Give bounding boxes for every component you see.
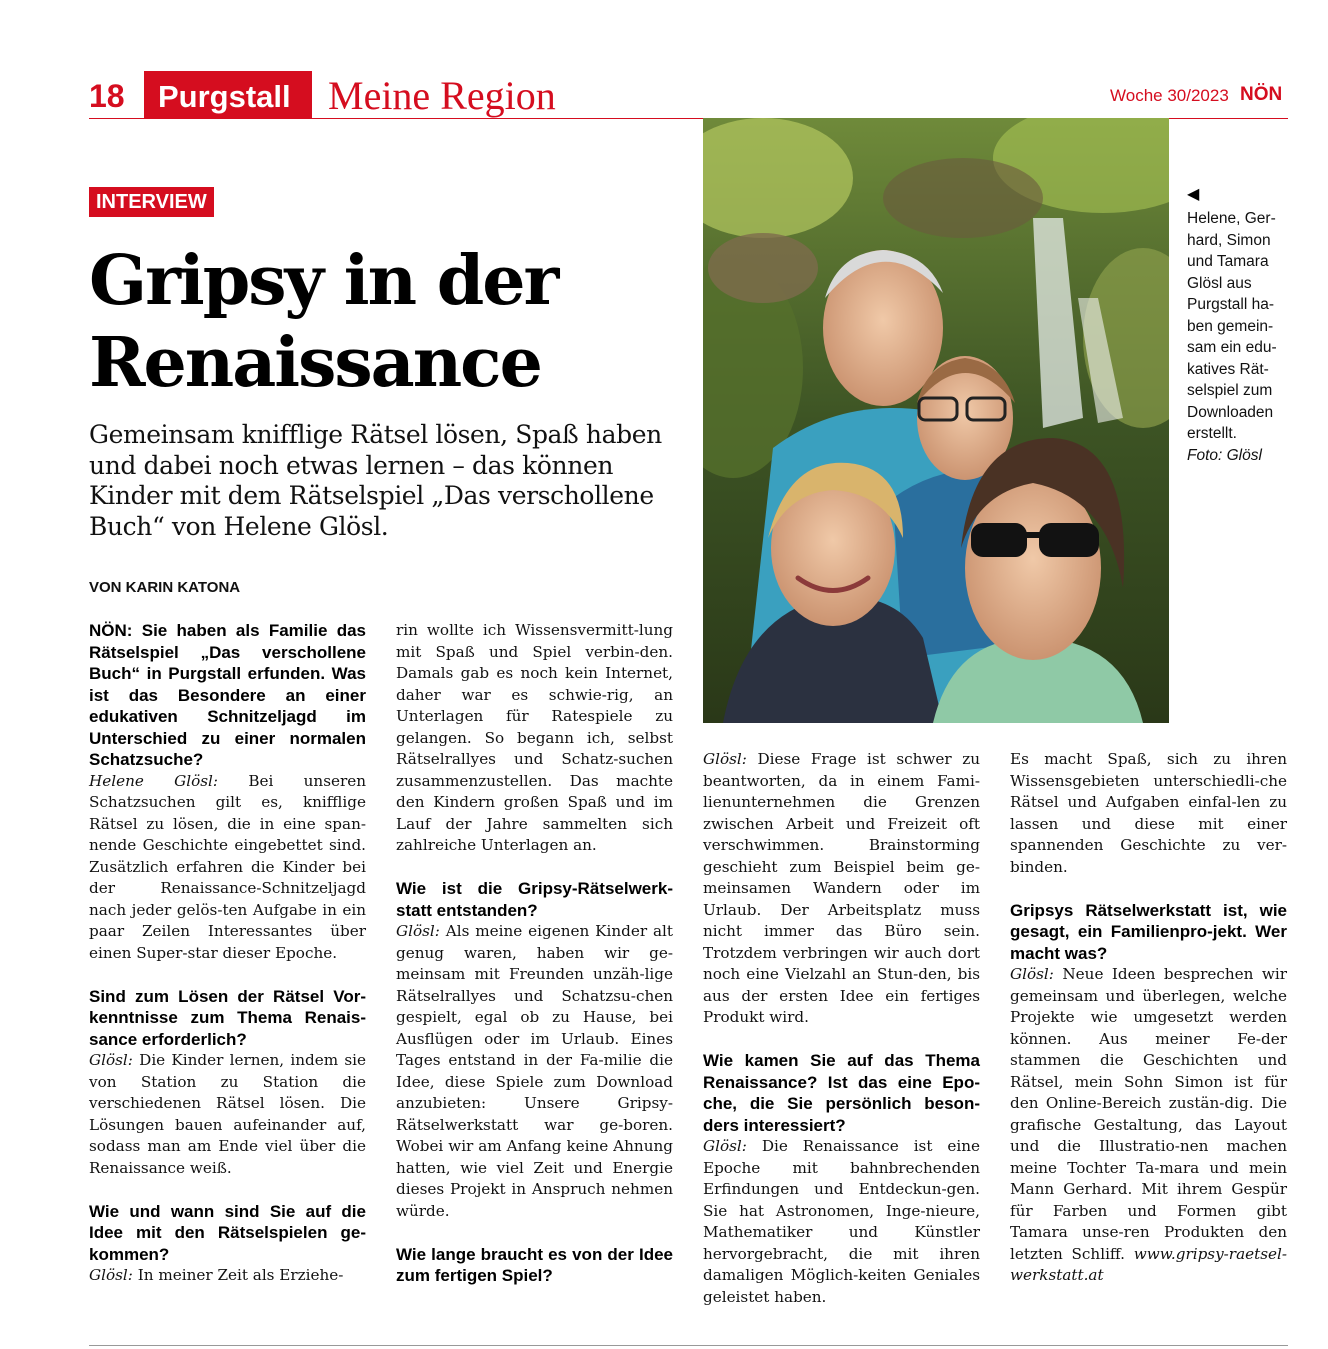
interview-answer-6-start (703, 1136, 980, 1308)
interview-question-1: NÖN: Sie haben als Familie das Rätselspiel „Das verschollene Buch“ in Purgstall erfunden. Was ist das Besondere an einer edukativen Schnitzeljagd im Unterschied zu einer normalen Schatzsuche? (89, 621, 366, 769)
speaker-name: Glösl: (1010, 965, 1054, 983)
caption-pointer-icon: ◀ (1187, 184, 1200, 203)
article-column-2 (396, 620, 673, 1287)
speaker-name: Glösl: (703, 750, 747, 768)
family-photo (703, 118, 1169, 723)
speaker-name: Glösl: (396, 922, 440, 940)
interview-question-3: Wie und wann sind Sie auf die Idee mit den Rätselspielen ge-kommen? (89, 1201, 366, 1264)
interview-answer-2 (89, 1050, 366, 1179)
interview-question-2: Sind zum Lösen der Rätsel Vor-kenntnisse zum Thema Renais-sance erforderlich? (89, 986, 366, 1049)
answer-text: Die Renaissance ist eine Epoche mit bahnbrechenden Erfindungen und Entdeckun-gen. Sie hat Astronomen, Inge-nieure, Mathematiker und Künstler hervorgebracht, die mit ihren damaligen Möglich-keiten Geniales geleistet haben. (703, 1137, 980, 1306)
family-photo-illustration (703, 118, 1169, 723)
headline-line-2: Renaissance (89, 323, 541, 403)
caption-text: Helene, Ger-hard, Simon und Tamara Glösl aus Purgstall ha-ben gemein-sam ein edu-katives Rät-selspiel zum Downloaden erstellt. (1187, 210, 1277, 442)
headline (89, 240, 689, 404)
article-column-3 (703, 749, 980, 1308)
interview-question-5: Wie lange braucht es von der Idee zum fertigen Spiel? (396, 1244, 673, 1285)
interview-answer-6-continued: Es macht Spaß, sich zu ihren Wissensgebieten unterschiedli-che Rätsel und Aufgaben einfal-len zu lassen und diese mit einer spannenden Geschichte zu ver-binden. (1010, 750, 1287, 876)
speaker-name: Glösl: (89, 1051, 133, 1069)
interview-answer-1 (89, 771, 366, 965)
issue-week: Woche 30/2023 (1110, 86, 1229, 105)
lead-paragraph: Gemeinsam knifflige Rätsel lösen, Spaß haben und dabei noch etwas lernen – das können Kinder mit dem Rätselspiel „Das verschollene Buch“ von Helene Glösl. (89, 420, 662, 541)
speaker-name: Helene Glösl: (89, 771, 219, 790)
interview-answer-3-continued: rin wollte ich Wissensvermitt-lung mit Spaß und Spiel verbin-den. Damals gab es noch kein Internet, daher war es schwie-rig, an Unterlagen für Ratespiele zu gelangen. So begann ich, selbst Rätselrallyes und Schatz-suchen zusammenzustellen. Das machte den Kindern großen Spaß und im Lauf der Jahre sammelten sich zahlreiche Unterlagen an. (396, 621, 673, 854)
interview-answer-4 (396, 921, 673, 1222)
answer-text: Bei unseren Schatzsuchen gilt es, knifflige Rätsel zu lösen, die in eine span-nende Geschichte eingebettet sind. Zusätzlich erfahren die Kinder bei der Renaissance-Schnitzeljagd nach jeder gelös-ten Aufgabe in ein paar Zeilen Interessantes über einen Super-star dieser Epoche. (89, 771, 366, 962)
speaker-name: Glösl: (89, 1266, 133, 1284)
answer-text: Neue Ideen besprechen wir gemeinsam und überlegen, welche Projekte wie umgesetzt werden können. Aus meiner Fe-der stammen die Geschichten und Rätsel, mein Sohn Simon ist für den Online-Bereich zustän-dig. Die grafische Gestaltung, das Layout und die Illustratio-nen machen meine Tochter Ta-mara und mein Mann Gerhard. Mit ihrem Gespür für Farben und Formen gibt Tamara unse-ren Produkten den letzten Schliff. (1010, 965, 1287, 1263)
interview-question-4: Wie ist die Gripsy-Rätselwerk-statt entstanden? (396, 879, 673, 920)
interview-answer-7 (1010, 964, 1287, 1287)
article-column-1 (89, 620, 366, 1287)
answer-text: Die Kinder lernen, indem sie von Station zu Station die verschiedenen Rätsel lösen. Die Lösungen bauen aufeinander auf, sodass man am Ende viel über die Renaissance weiß. (89, 1051, 366, 1177)
photo-credit: Foto: Glösl (1187, 446, 1262, 464)
answer-text: In meiner Zeit als Erziehe- (132, 1266, 344, 1284)
byline: VON KARIN KATONA (89, 579, 241, 596)
answer-text: Diese Frage ist schwer zu beantworten, da in einem Fami-lienunternehmen die Grenzen zwischen Arbeit und Freizeit oft verschwimmen. Brainstorming geschieht zum Beispiel beim ge-meinsamen Wandern oder im Urlaub. Der Arbeitsplatz muss nicht immer das Büro sein. Trotzdem verbringen wir auch dort noch eine Vielzahl an Stun-den, bis aus der ersten Idee ein fertiges Produkt wird. (703, 750, 980, 1026)
answer-text: Als meine eigenen Kinder alt genug waren, haben wir ge-meinsam mit Freunden unzäh-lige Rätselrallyes und Schatzsu-chen gespielt, egal ob zu Hause, bei Ausflügen oder im Urlaub. Eines Tages entstand in der Fa-milie die Idee, diese Spiele zum Download anzubieten: Unsere Gripsy-Rätselwerkstatt war ge-boren. Wobei wir am Anfang keine Ahnung hatten, wie viel Zeit und Energie dieses Projekt in Anspruch nehmen würde. (396, 922, 673, 1220)
interview-question-6: Wie kamen Sie auf das Thema Renaissance? Ist das eine Epo-che, die Sie persönlich beson-ders interessiert? (703, 1051, 980, 1135)
headline-line-1: Gripsy in der (89, 241, 558, 321)
interview-answer-5 (703, 749, 980, 1029)
website-link[interactable]: www.gripsy-raetsel-werkstatt.at (1010, 1244, 1287, 1284)
interview-answer-3-start (89, 1265, 366, 1287)
speaker-name: Glösl: (703, 1137, 747, 1155)
photo-caption (1187, 208, 1287, 466)
kicker-badge: INTERVIEW (89, 187, 214, 217)
article-column-4 (1010, 749, 1287, 1287)
region-title: Meine Region (328, 73, 556, 118)
footer-divider (89, 1345, 1288, 1346)
section-label: Purgstall (158, 79, 291, 114)
interview-question-7: Gripsys Rätselwerkstatt ist, wie gesagt, ein Familienpro-jekt. Wer macht was? (1010, 900, 1287, 963)
brand-logo: NÖN (1240, 84, 1283, 105)
page-number: 18 (89, 78, 125, 114)
